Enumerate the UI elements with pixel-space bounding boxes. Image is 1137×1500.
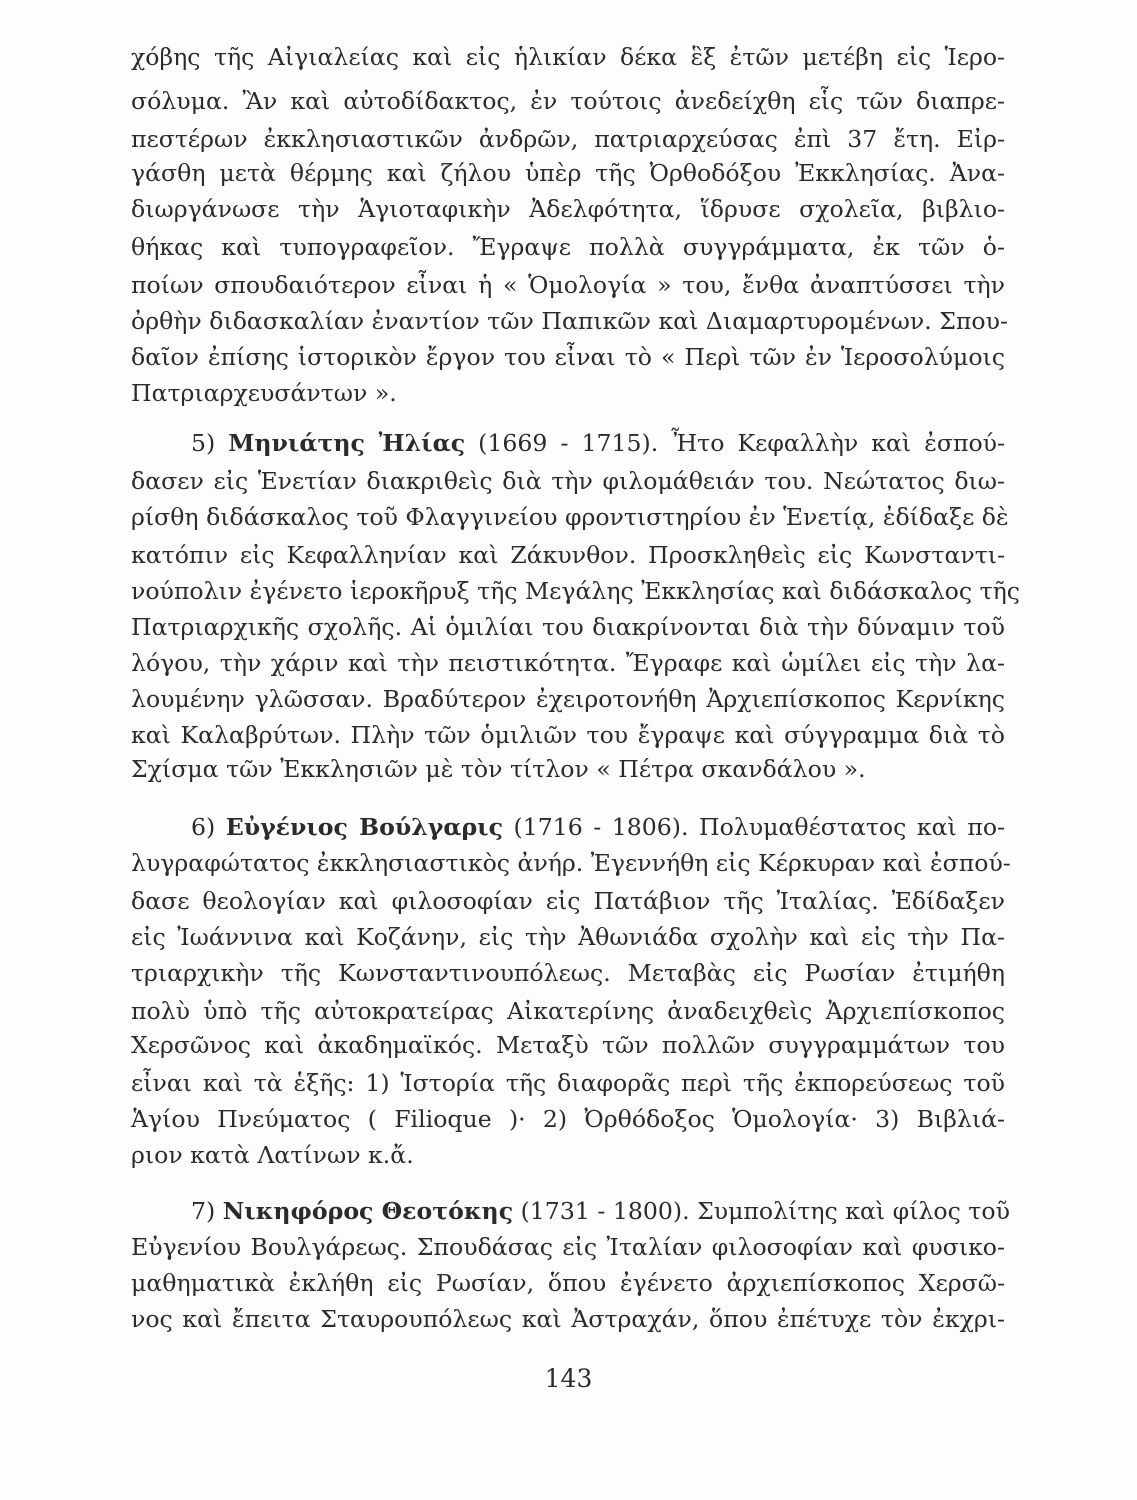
text-line: χόβης τῆς Αἰγιαλείας καὶ εἰς ἡλικίαν δέκα ἓξ ἐτῶν μετέβη εἰς Ἱερο- — [131, 43, 1005, 71]
text-line: ὀρθὴν διδασκαλίαν ἐναντίον τῶν Παπικῶν καὶ Διαμαρτυρομένων. Σπου- — [131, 307, 1008, 335]
text-line: Ἁγίου Πνεύματος ( Filioque )· 2) Ὀρθόδοξος Ὁμολογία· 3) Βιβλιά- — [131, 1105, 1005, 1133]
page-number: 143 — [544, 1364, 593, 1393]
text-line: καὶ Καλαβρύτων. Πλὴν τῶν ὁμιλιῶν του ἔγραψε καὶ σύγγραμμα διὰ τὸ — [131, 721, 1005, 749]
text-line: ρίσθη διδάσκαλος τοῦ Φλαγγινείου φροντιστηρίου ἐν Ἑνετίᾳ, ἐδίδαξε δὲ — [131, 503, 1009, 531]
entry-name: Νικηφόρος Θεοτόκης — [222, 1197, 514, 1225]
text-line: Πατριαρχευσάντων ». — [131, 379, 397, 407]
text-line: Εὐγενίου Βουλγάρεως. Σπουδάσας εἰς Ἰταλίαν φιλοσοφίαν καὶ φυσικο- — [131, 1233, 1005, 1261]
text-line: ποίων σπουδαιότερον εἶναι ἡ « Ὁμολογία » του, ἔνθα ἀναπτύσσει τὴν — [131, 271, 1005, 299]
entry-name: Μηνιάτης Ἠλίας — [228, 429, 466, 457]
text-line: σόλυμα. Ἂν καὶ αὐτοδίδακτος, ἐν τούτοις ἀνεδείχθη εἷς τῶν διαπρε- — [131, 87, 1005, 115]
text-line: μαθηματικὰ ἐκλήθη εἰς Ρωσίαν, ὅπου ἐγένετο ἀρχιεπίσκοπος Χερσῶ- — [131, 1269, 1005, 1297]
text-line: διωργάνωσε τὴν Ἁγιοταφικὴν Ἀδελφότητα, ἵδρυσε σχολεῖα, βιβλιο- — [131, 195, 1005, 223]
entry-first-line: (1731 - 1800). Συμπολίτης καὶ φίλος τοῦ — [520, 1197, 1010, 1225]
text-line: γάσθη μετὰ θέρμης καὶ ζήλου ὑπὲρ τῆς Ὀρθοδόξου Ἐκκλησίας. Ἀνα- — [131, 159, 1005, 187]
entry-first-line: (1716 - 1806). Πολυμαθέστατος καὶ πο- — [513, 813, 1006, 841]
text-line: εἰς Ἰωάννινα καὶ Κοζάνην, εἰς τὴν Ἀθωνιάδα σχολὴν καὶ εἰς τὴν Πα- — [131, 923, 1005, 951]
entry-number: 7) — [191, 1197, 216, 1225]
text-line: δασε θεολογίαν καὶ φιλοσοφίαν εἰς Πατάβιον τῆς Ἰταλίας. Ἐδίδαξεν — [131, 887, 1005, 915]
text-line: Χερσῶνος καὶ ἀκαδημαϊκός. Μεταξὺ τῶν πολλῶν συγγραμμάτων του — [131, 1031, 1005, 1059]
text-line: λόγου, τὴν χάριν καὶ τὴν πειστικότητα. Ἔγραφε καὶ ὡμίλει εἰς τὴν λα- — [131, 649, 1005, 677]
text-line: κατόπιν εἰς Κεφαλληνίαν καὶ Ζάκυνθον. Προσκληθεὶς εἰς Κωνσταντι- — [131, 541, 1005, 569]
text-line: θήκας καὶ τυπογραφεῖον. Ἔγραψε πολλὰ συγγράμματα, ἐκ τῶν ὁ- — [131, 233, 1005, 261]
entry-first-line: (1669 - 1715). Ἦτο Κεφαλλὴν καὶ ἐσπού- — [478, 429, 1006, 457]
entry-number: 5) — [191, 429, 216, 457]
text-line: λουμένην γλῶσσαν. Βραδύτερον ἐχειροτονήθη Ἀρχιεπίσκοπος Κερνίκης — [131, 685, 1005, 713]
entry-number: 6) — [191, 813, 216, 841]
text-line: δαῖον ἐπίσης ἱστορικὸν ἔργον του εἶναι τὸ « Περὶ τῶν ἐν Ἱεροσολύμοις — [131, 343, 1005, 371]
text-line: πολὺ ὑπὸ τῆς αὐτοκρατείρας Αἰκατερίνης ἀναδειχθεὶς Ἀρχιεπίσκοπος — [131, 997, 1005, 1025]
entry-heading-line — [191, 808, 1005, 846]
text-line: Σχίσμα τῶν Ἐκκλησιῶν μὲ τὸν τίτλον « Πέτρα σκανδάλου ». — [131, 755, 866, 783]
text-line: εἶναι καὶ τὰ ἑξῆς: 1) Ἱστορία τῆς διαφορᾶς περὶ τῆς ἐκπορεύσεως τοῦ — [131, 1069, 1005, 1097]
text-line: ριον κατὰ Λατίνων κ.ἄ. — [131, 1141, 414, 1169]
text-line: λυγραφώτατος ἐκκλησιαστικὸς ἀνήρ. Ἐγεννήθη εἰς Κέρκυραν καὶ ἐσπού- — [131, 849, 1011, 877]
text-line: δασεν εἰς Ἑνετίαν διακριθεὶς διὰ τὴν φιλομάθειάν του. Νεώτατος διω- — [131, 467, 1005, 495]
entry-heading-line — [191, 424, 1005, 462]
text-line: νος καὶ ἔπειτα Σταυρουπόλεως καὶ Ἀστραχάν, ὅπου ἐπέτυχε τὸν ἐκχρι- — [131, 1305, 1005, 1333]
text-line: νούπολιν ἐγένετο ἱεροκῆρυξ τῆς Μεγάλης Ἐκκλησίας καὶ διδάσκαλος τῆς — [131, 577, 1021, 605]
entry-name: Εὐγένιος Βούλγαρις — [225, 813, 503, 841]
text-line: τριαρχικὴν τῆς Κωνσταντινουπόλεως. Μεταβὰς εἰς Ρωσίαν ἐτιμήθη — [131, 959, 1005, 987]
text-line: πεστέρων ἐκκλησιαστικῶν ἀνδρῶν, πατριαρχεύσας ἐπὶ 37 ἔτη. Εἰρ- — [131, 125, 1005, 153]
text-line: Πατριαρχικῆς σχολῆς. Αἱ ὁμιλίαι του διακρίνονται διὰ τὴν δύναμιν τοῦ — [131, 613, 1005, 641]
entry-heading-line — [191, 1192, 1010, 1230]
